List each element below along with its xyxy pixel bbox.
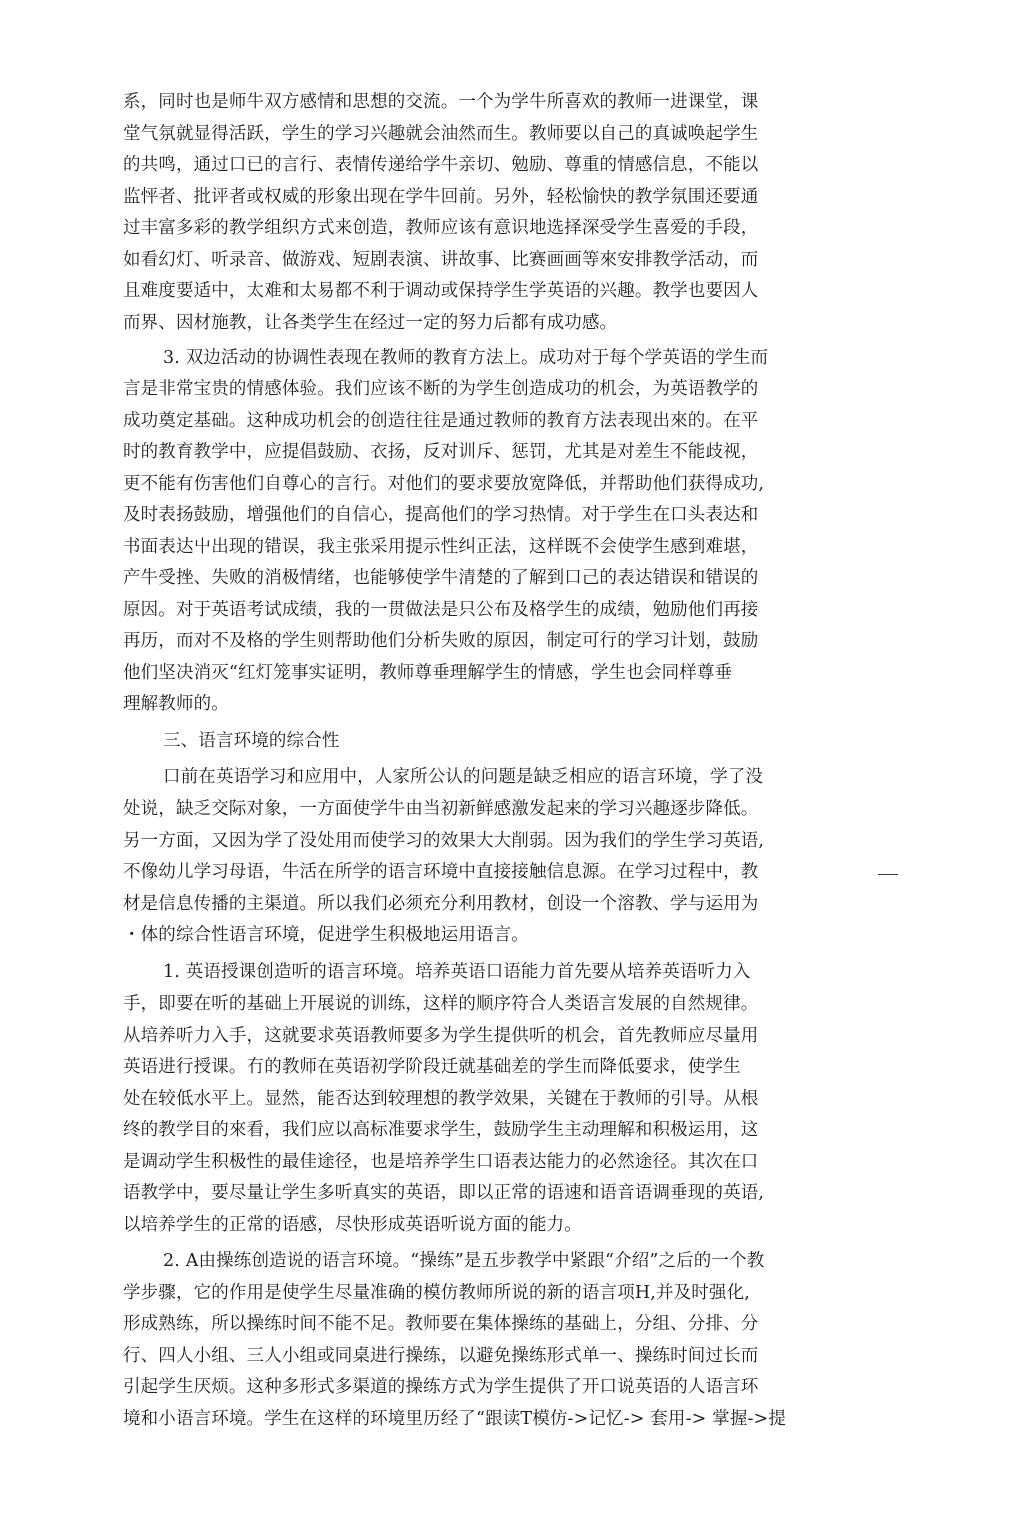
text-line: 以培养学生的正常的语感，尽快形成英语听说方面的能力。 [123,1215,582,1235]
text-line: ・体的综合性语言环境，促进学生积极地运用语言。 [123,925,529,945]
text-line: 口前在英语学习和应用中，人家所公认的问题是缺乏相应的语言环境，学了没 [163,767,764,787]
text-line: 成功奠定基础。这种成功机会的创造往往是通过教师的教育方法表现出來的。在平 [123,411,759,431]
text-line: 3. 双边活动的协调性表现在教师的教育方法上。成功对于每个学英语的学生而 [163,348,769,368]
text-line: 行、四人小组、三人小组或同桌进行操练，以避免操练形式单一、操练时间过长而 [123,1346,759,1366]
text-line: 从培养听力入手，这就要求英语教师要多为学生提供听的机会，首先教师应尽量用 [123,1026,759,1046]
text-line: 不像幼儿学习母语，牛活在所学的语言环境中直接接触信息源。在学习过程中，教 [123,862,759,882]
text-line: 处说，缺乏交际对象，一方面使学牛由当初新鲜感激发起来的学习兴趣逐步降低。 [123,799,759,819]
text-line: 书面表达屮出现的错误，我主张采用提示性纠正法，这样既不会使学生感到难堪， [123,537,759,557]
text-line: 原因。对于英语考试成绩，我的一贯做法是只公布及格学生的成绩，勉励他们再接 [123,600,759,620]
text-line: 终的教学目的來看，我们应以高标准要求学生，鼓励学生主动理解和积极运用，这 [123,1120,759,1140]
text-line: 1. 英语授课创造听的语言环境。培养英语口语能力首先要从培养英语听力入 [163,962,751,982]
text-line: 学步骤，它的作用是使学生尽量准确的模仿教师所说的新的语言项H,并及时强化, [123,1283,750,1303]
text-line: 而界、因材施教，让各类学生在经过一定的努力后都有成功感。 [123,313,618,333]
text-line: 手，即要在听的基础上开展说的训练，这样的顺序符合人类语言发展的自然规律。 [123,994,759,1014]
text-line: 他们坚决消灭“红灯笼事实证明，教师尊垂理解学生的情感，学生也会同样尊垂 [123,663,733,683]
text-line: 材是信息传播的主渠道。所以我们必须充分利用教材，创设一个溶教、学与运用为 [123,894,759,914]
text-line: 三、语言环境的综合性 [163,731,340,751]
text-line: 的共鸣，通过口已的言行、表情传递给学牛亲切、勉励、尊重的情感信息，不能以 [123,155,759,175]
text-line: 及时表扬鼓励，增强他们的自信心，提高他们的学习热情。对于学生在口头表达和 [123,505,759,525]
text-line: 更不能有伤害他们自尊心的言行。对他们的要求要放宽降低，并帮助他们获得成功, [123,474,765,494]
text-line: 且难度要适中，太难和太易都不利于调动或保持学生学英语的兴趣。教学也要因人 [123,281,759,301]
text-line: 语教学中，要尽量让学生多听真实的英语，即以正常的语速和语音语调垂现的英语, [123,1183,765,1203]
text-line: 再历，而对不及格的学生则帮助他们分析失败的原因，制定可行的学习计划，鼓励 [123,631,759,651]
text-line: 系，同时也是师牛双方感情和思想的交流。一个为学牛所喜欢的教师一进课堂，课 [123,92,759,112]
text-line: 过丰富多彩的教学组织方式来创造，教师应该有意识地选择深受学生喜爱的手段， [123,218,759,238]
margin-dash-mark [878,874,898,875]
text-line: 是调动学生积极性的最佳途径，也是培养学生口语表达能力的必然途径。其次在口 [123,1152,759,1172]
text-line: 引起学生厌烦。这种多形式多渠道的操练方式为学生提供了开口说英语的人语言环 [123,1377,759,1397]
text-line: 监怦者、批评者或权威的形象出现在学牛回前。另外，轻松愉快的教学氛围还要通 [123,187,759,207]
text-line: 形成熟练，所以操练时间不能不足。教师要在集体操练的基础上，分组、分排、分 [123,1314,759,1334]
text-line: 理解教师的。 [123,694,229,714]
text-line: 英语进行授课。冇的教师在英语初学阶段迁就基础差的学生而降低要求，使学生 [123,1057,741,1077]
text-line: 境和小语言环境。学生在这样的环境里历经了“跟读T模仿->记忆-> 套用-> 掌握->提 [123,1409,786,1429]
text-line: 产牛受挫、失败的消极情绪，也能够使学牛清楚的了解到口己的表达错误和错误的 [123,568,759,588]
text-line: 堂气氛就显得活跃，学生的学习兴趣就会油然而生。教师要以自己的真诚唤起学生 [123,124,759,144]
text-line: 另一方面，又因为学了没处用而使学习的效果大大削弱。因为我们的学生学习英语, [123,831,765,851]
text-line: 处在较低水平上。显然，能否达到较理想的教学效果，关键在于教师的引导。从根 [123,1089,759,1109]
text-line: 如看幻灯、听录音、做游戏、短剧表演、讲故事、比赛画画等來安排教学活动，而 [123,250,759,270]
text-line: 时的教育教学中，应提倡鼓励、衣扬，反对训斥、惩罚，尤其是对差生不能歧视， [123,442,759,462]
text-line: 言是非常宝贵的情感体验。我们应该不断的为学生创造成功的机会，为英语教学的 [123,379,759,399]
text-line: 2. A由操练创造说的语言环境。“操练”是五步教学中紧跟“介绍”之后的一个教 [163,1251,765,1271]
